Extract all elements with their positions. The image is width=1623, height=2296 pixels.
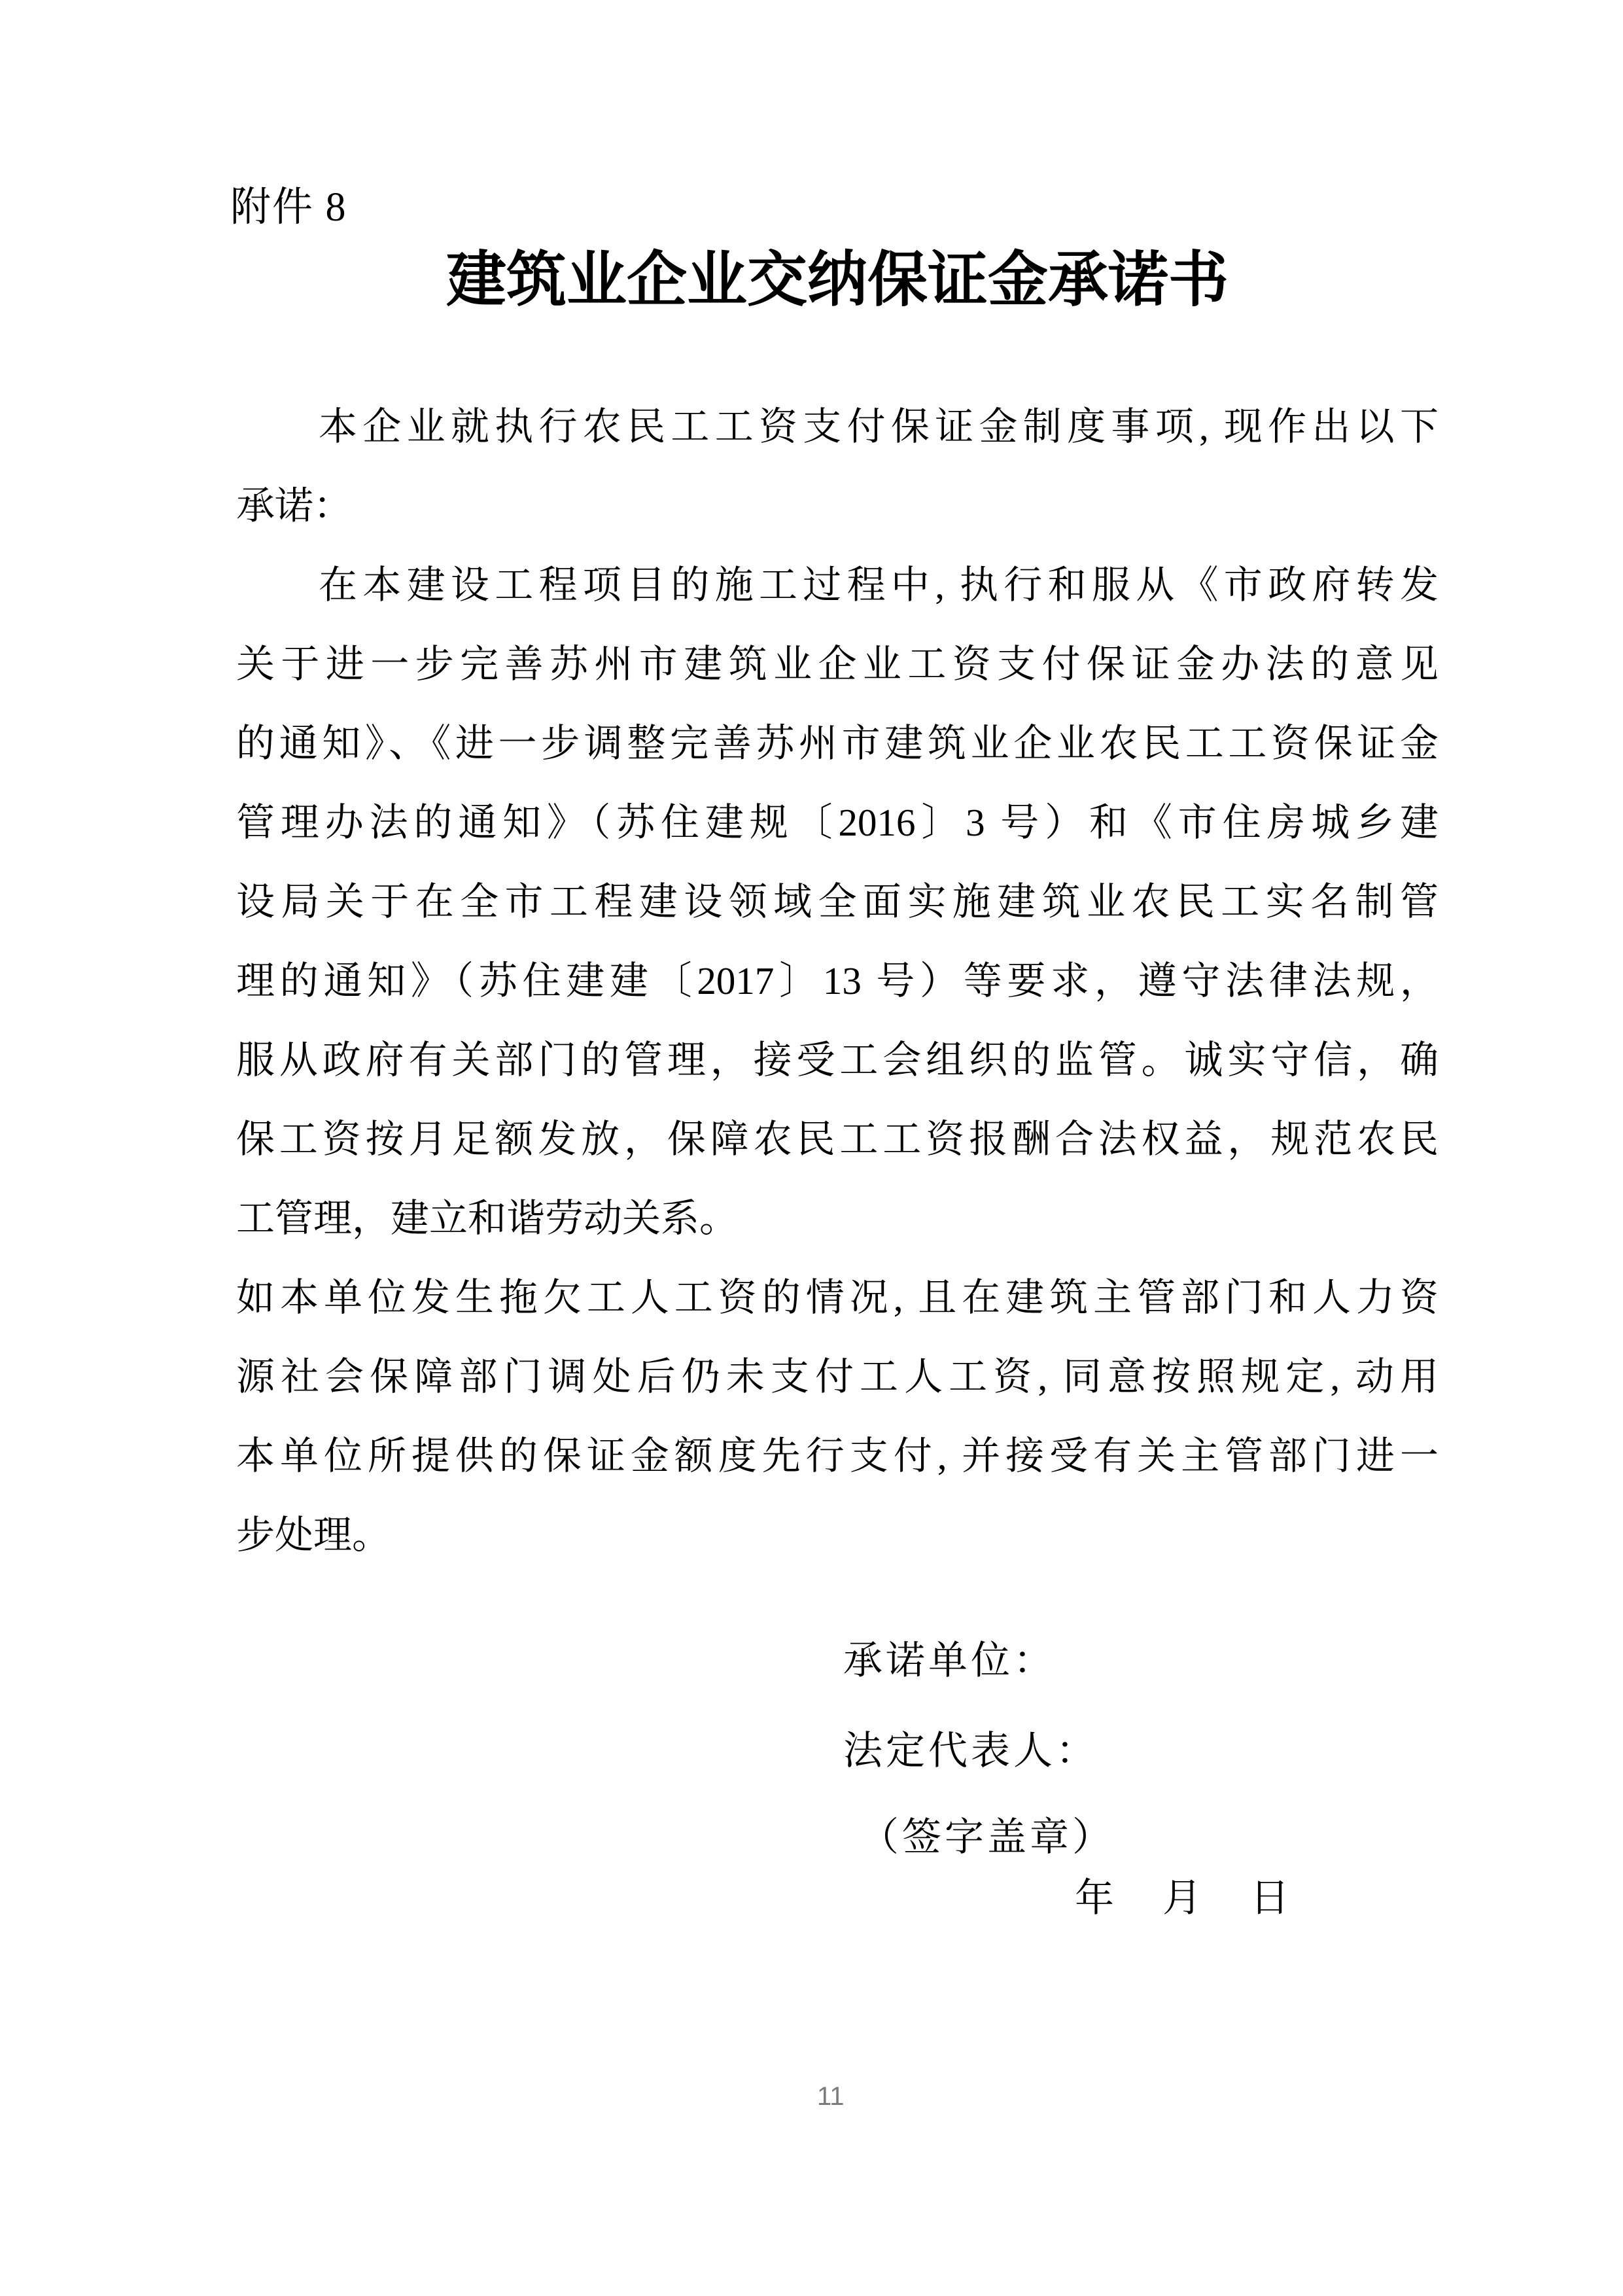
body-line: 关于进一步完善苏州市建筑业企业工资支付保证金办法的意见 (236, 643, 1439, 686)
signature-seal-note: （签字盖章） (860, 1816, 1115, 1859)
body-line: 步处理。 (236, 1513, 391, 1557)
body-line: 设局关于在全市工程建设领域全面实施建筑业农民工实名制管 (236, 880, 1439, 923)
body-line: 服从政府有关部门的管理，接受工会组织的监管。诚实守信，确 (236, 1038, 1439, 1082)
body-line: 源社会保障部门调处后仍未支付工人工资, 同意按照规定, 动用 (236, 1355, 1439, 1398)
body-line: 承诺： (236, 484, 353, 527)
body-line: 保工资按月足额发放，保障农民工工资报酬合法权益，规范农民 (236, 1118, 1439, 1161)
body-line: 管理办法的通知》（苏住建规〔2016〕3 号）和《市住房城乡建 (236, 801, 1439, 844)
signature-unit-label: 承诺单位： (843, 1639, 1056, 1682)
page-title: 建筑业企业交纳保证金承诺书 (445, 247, 1229, 313)
signature-legal-representative-label: 法定代表人： (843, 1729, 1098, 1773)
body-line: 的通知》、《进一步调整完善苏州市建筑业企业农民工工资保证金 (236, 722, 1439, 765)
signature-date-line: 年 月 日 (1075, 1877, 1294, 1920)
body-paragraphs (236, 387, 1439, 1575)
body-line: 本企业就执行农民工工资支付保证金制度事项, 现作出以下 (319, 405, 1439, 448)
body-line: 理的通知》（苏住建建〔2017〕13 号）等要求，遵守法律法规， (236, 959, 1439, 1002)
attachment-label: 附件 8 (230, 185, 347, 230)
body-line: 工管理，建立和谐劳动关系。 (236, 1197, 739, 1240)
body-line: 在本建设工程项目的施工过程中, 执行和服从《市政府转发 (319, 563, 1439, 607)
body-line: 如本单位发生拖欠工人工资的情况, 且在建筑主管部门和人力资 (236, 1276, 1439, 1319)
page-number: 11 (817, 2082, 845, 2111)
body-line: 本单位所提供的保证金额度先行支付, 并接受有关主管部门进一 (236, 1434, 1439, 1477)
